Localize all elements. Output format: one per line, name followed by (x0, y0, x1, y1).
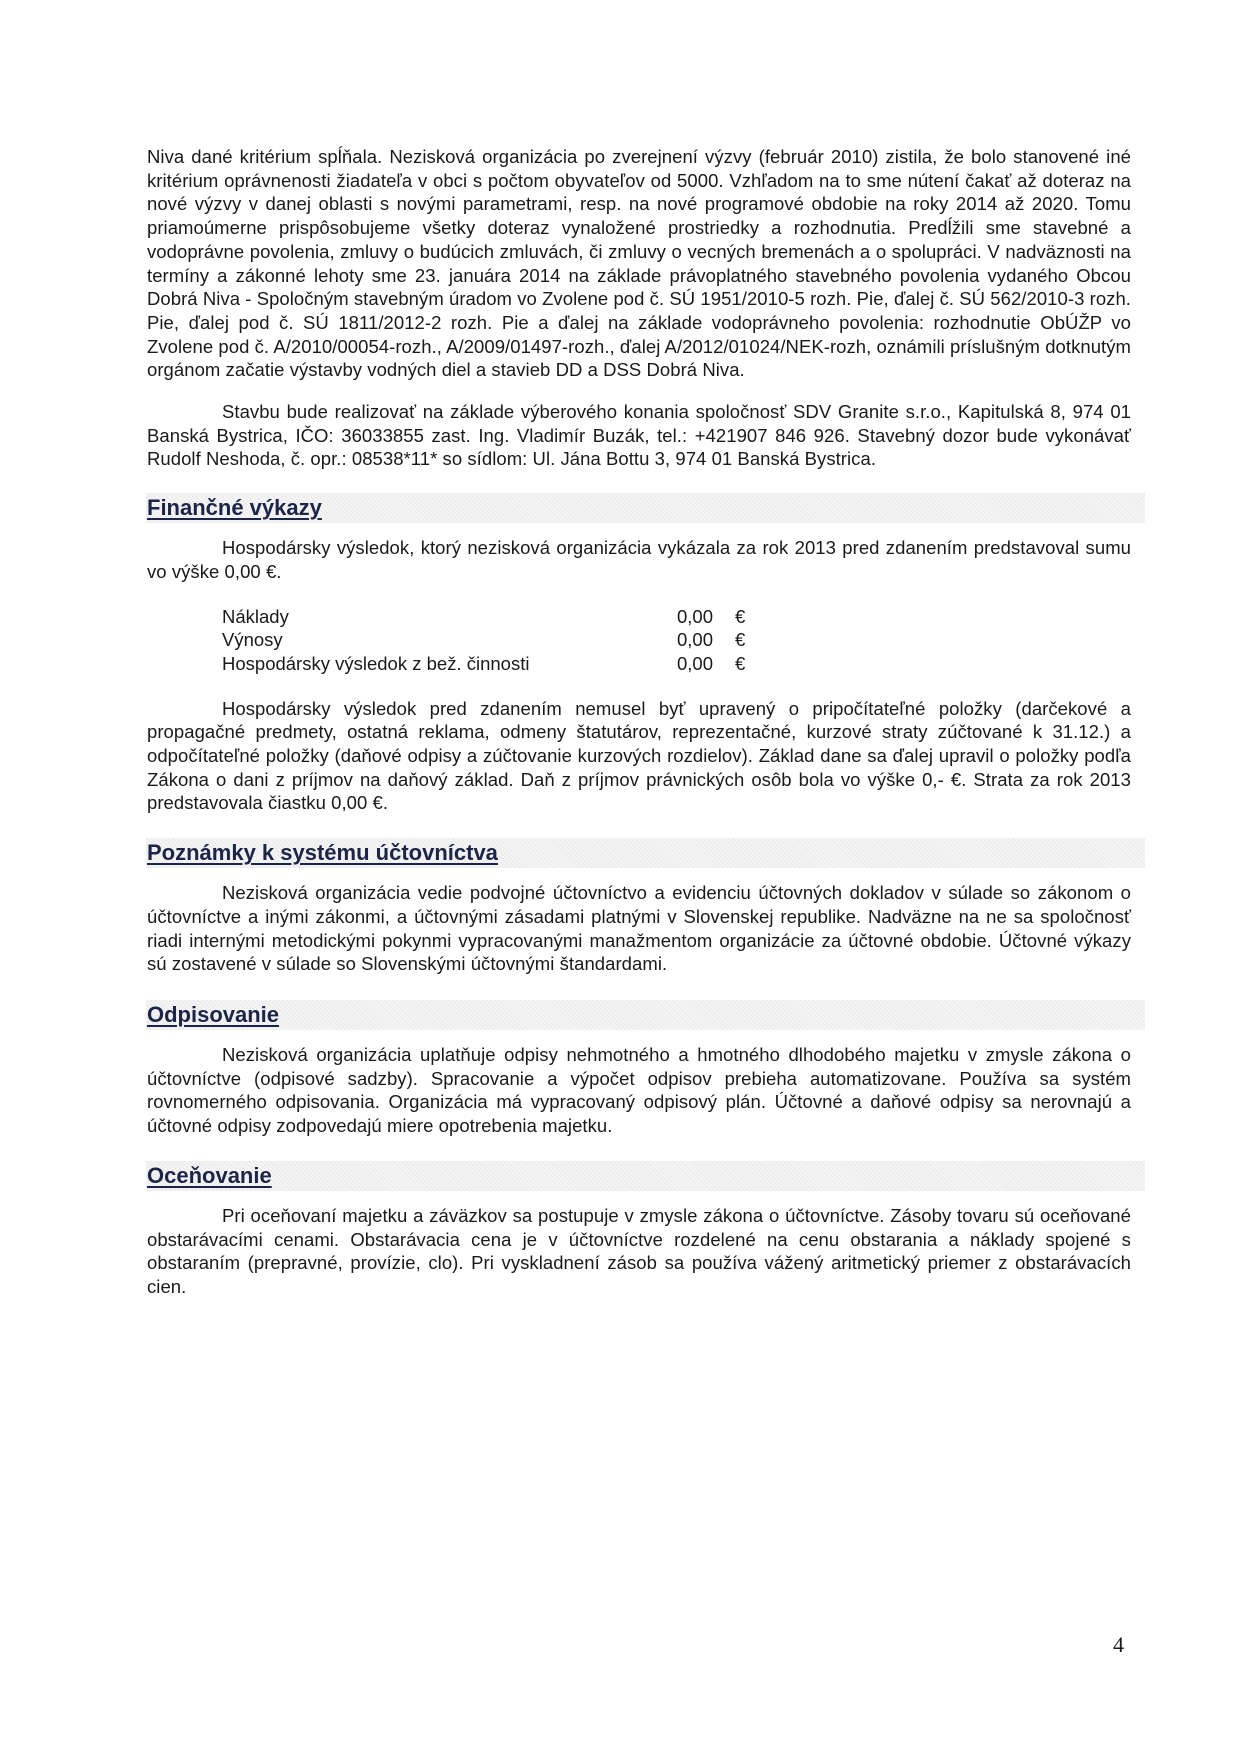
table-row (222, 628, 745, 652)
figure-value: 0,00 (677, 629, 714, 651)
table-row (222, 652, 745, 676)
poznamky-paragraph: Nezisková organizácia vedie podvojné účtovníctvo a evidenciu účtovných dokladov v súlade so zákonom o účtovníctve a inými zákonmi, a účtovnými zásadami platnými v Slovenskej republike. Nadväzne na ne sa spoločnosť riadi internými metodickými pokynmi vypracovanými manažmentom organizácie za účtovné obdobie. Účtovné výkazy sú zostavené v súlade so Slovenskými účtovnými štandardami. (147, 882, 1131, 975)
financne-paragraph-2: Hospodársky výsledok pred zdanením nemusel byť upravený o pripočítateľné položky (darčekové a propagačné predmety, ostatná reklama, odmeny štatutárov, reprezentačné, kurzové straty zúčtované k 31.12.) a odpočítateľné položky (daňové odpisy a zúčtovanie kurzových rozdielov). Základ dane sa ďalej upravil o položky podľa Zákona o dani z príjmov na daňový základ. Daň z príjmov právnických osôb bola vo výške 0,- €. Strata za rok 2013 predstavovala čiastku 0,00 €. (147, 697, 1131, 814)
figure-currency: € (735, 652, 746, 674)
section-heading-poznamky (146, 838, 1145, 868)
figure-label: Výnosy (222, 629, 283, 651)
figure-value: 0,00 (677, 605, 714, 627)
section-title-financne: Finančné výkazy (147, 495, 322, 521)
figure-currency: € (735, 605, 746, 627)
section-title-ocenovanie: Oceňovanie (147, 1162, 272, 1188)
intro-paragraph-1: Niva dané kritérium spĺňala. Nezisková organizácia po zverejnení výzvy (február 2010) zistila, že bolo stanovené iné kritérium oprávnenosti žiadateľa v obci s počtom obyvateľov od 5000. Vzhľadom na to sme nútení čakať až doteraz na nové výzvy v danej oblasti s novými parametrami, resp. na nové programové obdobie na roky 2014 až 2020. Tomu priamoúmerne prispôsobujeme všetky doteraz vynaložené prostriedky a rozhodnutia. Predĺžili sme stavebné a vodoprávne povolenia, zmluvy o budúcich zmluvách, či zmluvy o vecných bremenách a o spolupráci. V nadväznosti na termíny a zákonné lehoty sme 23. januára 2014 na základe právoplatného stavebného povolenia vydaného Obcou Dobrá Niva - Spoločným stavebným úradom vo Zvolene pod č. SÚ 1951/2010-5 rozh. Pie, ďalej č. SÚ 562/2010-3 rozh. Pie, ďalej pod č. SÚ 1811/2012-2 rozh. Pie a ďalej na základe vodoprávneho povolenia: rozhodnutie ObÚŽP vo Zvolene pod č. A/2010/00054-rozh., A/2009/01497-rozh., ďalej A/2012/01024/NEK-rozh, oznámili príslušným dotknutým orgánom začatie výstavby vodných diel a stavieb DD a DSS Dobrá Niva. (147, 146, 1131, 381)
intro-paragraph-2: Stavbu bude realizovať na základe výberového konania spoločnosť SDV Granite s.r.o., Kapitulská 8, 974 01 Banská Bystrica, IČO: 36033855 zast. Ing. Vladimír Buzák, tel.: +421907 846 926. Stavebný dozor bude vykonávať Rudolf Neshoda, č. opr.: 08538*11* so sídlom: Ul. Jána Bottu 3, 974 01 Banská Bystrica. (147, 401, 1131, 470)
financial-figures-table (222, 605, 745, 676)
odpisovanie-paragraph: Nezisková organizácia uplatňuje odpisy nehmotného a hmotného dlhodobého majetku v zmysle zákona o účtovníctve (odpisové sadzby). Spracovanie a výpočet odpisov prebieha automatizovane. Používa sa systém rovnomerného odpisovania. Organizácia má vypracovaný odpisový plán. Účtovné a daňové odpisy sa nerovnajú a účtovné odpisy zodpovedajú miere opotrebenia majetku. (147, 1043, 1131, 1137)
page-number: 4 (1113, 1632, 1124, 1657)
section-title-odpisovanie: Odpisovanie (147, 1001, 280, 1027)
section-title-poznamky: Poznámky k systému účtovníctva (147, 840, 498, 866)
financne-paragraph-1: Hospodársky výsledok, ktorý nezisková organizácia vykázala za rok 2013 pred zdanením predstavoval sumu vo výške 0,00 €. (147, 537, 1131, 582)
figure-currency: € (735, 629, 746, 651)
section-heading-ocenovanie (146, 1161, 1145, 1191)
figure-label: Hospodársky výsledok z bež. činnosti (222, 652, 530, 674)
section-heading-odpisovanie (146, 1000, 1145, 1030)
ocenovanie-paragraph: Pri oceňovaní majetku a záväzkov sa postupuje v zmysle zákona o účtovníctve. Zásoby tovaru sú oceňované obstarávacími cenami. Obstarávacia cena je v účtovníctve rozdelené na cenu obstarania a náklady spojené s obstaraním (prepravné, provízie, clo). Pri vyskladnení zásob sa používa vážený aritmetický priemer z obstarávacích cien. (147, 1204, 1131, 1297)
figure-label: Náklady (222, 605, 289, 627)
table-row (222, 605, 745, 629)
section-heading-financne (146, 493, 1145, 523)
document-page (147, 145, 1131, 1299)
figure-value: 0,00 (677, 652, 714, 674)
